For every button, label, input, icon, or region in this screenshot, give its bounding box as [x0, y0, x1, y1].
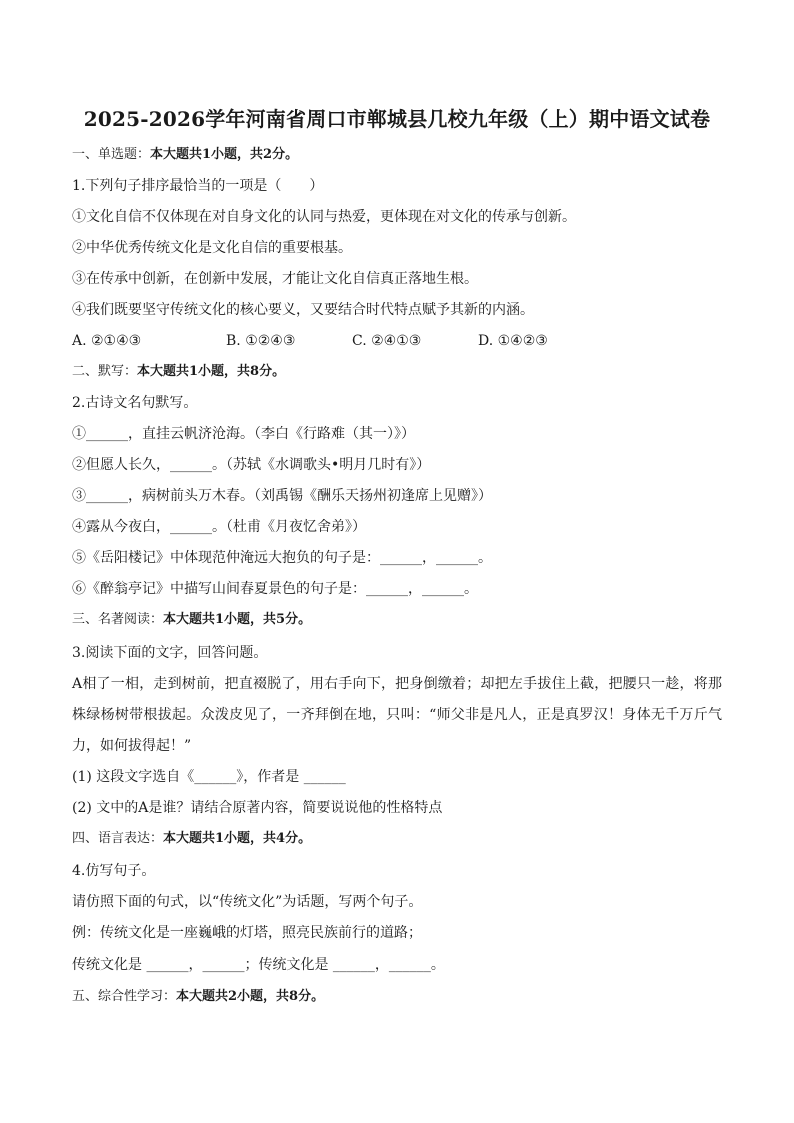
- q2-item-4: ④露从今夜白，______。（杜甫《月夜忆舍弟》）: [72, 519, 366, 535]
- section-heading-5: [72, 987, 732, 1007]
- q2-item-1: ①______，直挂云帆济沧海。（李白《行路难（其一）》）: [72, 426, 415, 442]
- question-3-stem: 3.阅读下面的文字，回答问题。: [72, 645, 268, 661]
- section-2-info: 本大题共1小题，共8分。: [137, 364, 286, 379]
- q1-sentence-3: ③在传承中创新，在创新中发展，才能让文化自信真正落地生根。: [72, 271, 478, 287]
- section-heading-3: [72, 610, 732, 630]
- exam-title: 2025-2026学年河南省周口市郸城县几校九年级（上）期中语文试卷: [83, 107, 711, 131]
- section-3-info: 本大题共1小题，共5分。: [163, 612, 312, 627]
- q1-option-a: A. ②①④③: [72, 333, 142, 349]
- q4-example: 例：传统文化是一座巍峨的灯塔，照亮民族前行的道路；: [72, 925, 422, 941]
- q2-item-3: ③______，病树前头万木春。（刘禹锡《酬乐天扬州初逢席上见赠》）: [72, 488, 492, 504]
- q1-sentence-2: ②中华优秀传统文化是文化自信的重要根基。: [72, 240, 352, 256]
- q1-sentence-4: ④我们既要坚守传统文化的核心要义，又要结合时代特点赋予其新的内涵。: [72, 302, 534, 318]
- section-4-prefix: 四、语言表达：: [72, 831, 164, 846]
- section-2-prefix: 二、默写：: [72, 364, 138, 379]
- q1-sentence-1: ①文化自信不仅体现在对自身文化的认同与热爱，更体现在对文化的传承与创新。: [72, 209, 576, 225]
- q1-option-b: B. ①②④③: [226, 333, 296, 349]
- q2-item-6: ⑥《醉翁亭记》中描写山间春夏景色的句子是：______，______。: [72, 581, 478, 597]
- q1-option-c: C. ②④①③: [352, 333, 422, 349]
- q2-item-5: ⑤《岳阳楼记》中体现范仲淹远大抱负的句子是：______，______。: [72, 550, 492, 566]
- q4-instruction: 请仿照下面的句式，以“传统文化”为话题，写两个句子。: [72, 894, 423, 910]
- q2-item-2: ②但愿人长久，______。（苏轼《水调歌头•明月几时有》）: [72, 457, 431, 473]
- section-1-info: 本大题共1小题，共2分。: [150, 147, 299, 162]
- section-3-prefix: 三、名著阅读：: [72, 612, 164, 627]
- section-1-prefix: 一、单选题：: [72, 147, 151, 162]
- section-heading-1: [72, 145, 732, 165]
- section-heading-2: [72, 362, 732, 382]
- section-5-info: 本大题共2小题，共8分。: [176, 989, 325, 1004]
- q3-subquestion-2: (2) 文中的A是谁？请结合原著内容，简要说说他的性格特点: [72, 800, 443, 816]
- q1-option-d: D. ①④②③: [478, 333, 548, 349]
- section-5-prefix: 五、综合性学习：: [72, 989, 177, 1004]
- question-1-stem: 1.下列句子排序最恰当的一项是（ ）: [72, 178, 324, 194]
- section-heading-4: [72, 829, 732, 849]
- question-4-stem: 4.仿写句子。: [72, 863, 156, 879]
- question-2-stem: 2.古诗文名句默写。: [72, 395, 198, 411]
- section-4-info: 本大题共1小题，共4分。: [163, 831, 312, 846]
- q3-passage: A相了一相，走到树前，把直裰脱了，用右手向下，把身倒缴着；却把左手拔住上截，把腰只一趁，将那株绿杨树带根拔起。众泼皮见了，一齐拜倒在地，只叫：“师父非是凡人，正是真罗汉！身体无千万斤气力，如何拔得起！”: [72, 676, 722, 754]
- q3-subquestion-1: (1) 这段文字选自《______》，作者是 ______: [72, 769, 346, 785]
- q4-answer-template: 传统文化是 ______，______；传统文化是 ______，______。: [72, 957, 445, 973]
